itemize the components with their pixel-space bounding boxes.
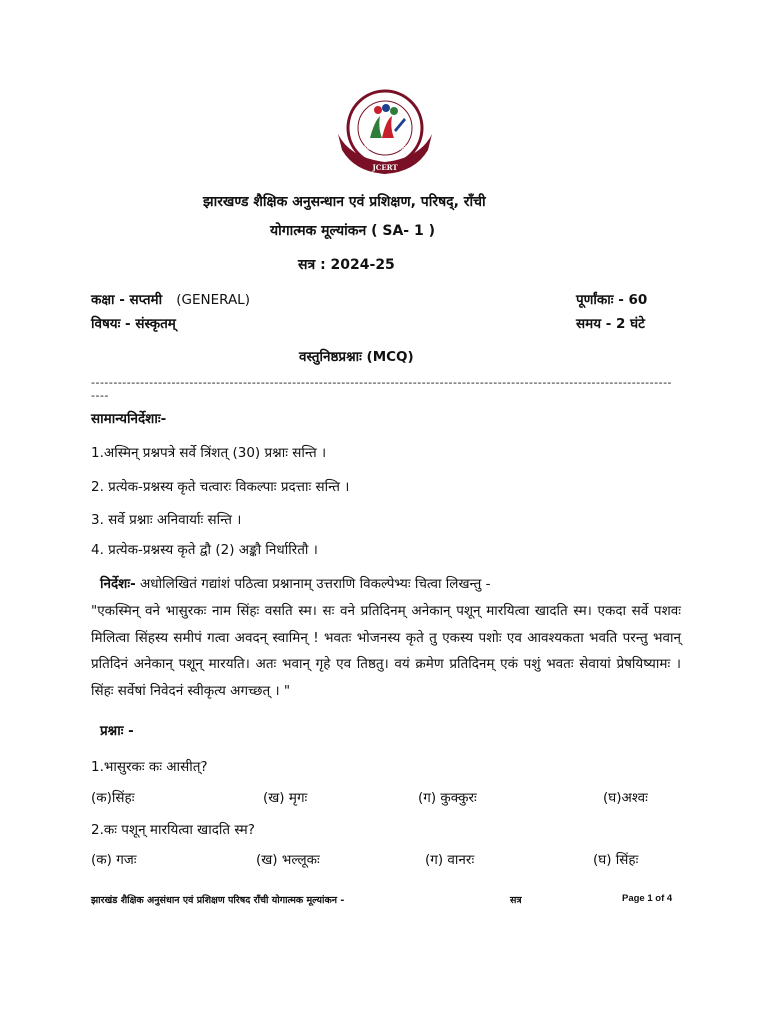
option: (घ) सिंहः <box>593 852 639 868</box>
instruction-item: 2. प्रत्येक-प्रश्नस्य कृते चत्वारः विकल्पाः प्रदत्ताः सन्ति । <box>91 479 350 495</box>
direction-text: अधोलिखितं गद्यांशं पठित्वा प्रश्नानाम् उत्तराणि विकल्पेभ्यः चित्वा लिखन्तु - <box>135 576 491 592</box>
instruction-item: 3. सर्वे प्रश्नाः अनिवार्याः सन्ति । <box>91 512 242 528</box>
time-allowed: समय - 2 घंटे <box>576 316 645 332</box>
section-title: वस्तुनिष्ठप्रश्नाः (MCQ) <box>299 349 414 365</box>
exam-title: योगात्मक मूल्यांकन ( SA- 1 ) <box>270 223 435 239</box>
instructions-heading: सामान्यनिर्देशाः- <box>91 411 167 427</box>
class-label: कक्षा - सप्तमी (GENERAL) <box>91 292 250 308</box>
option: (क) गजः <box>91 852 137 868</box>
direction-label: निर्देशः- <box>100 576 136 592</box>
instruction-item: 1.अस्मिन् प्रश्नपत्रे सर्वे त्रिंशत् (30) प्रश्नाः सन्ति । <box>91 445 327 461</box>
option: (क)सिंहः <box>91 790 135 806</box>
subject: विषयः - संस्कृतम् <box>91 316 176 332</box>
option: (ख) मृगः <box>263 790 308 806</box>
full-marks: पूर्णांकाः - 60 <box>576 292 648 308</box>
passage: "एकस्मिन् वने भासुरकः नाम सिंहः वसति स्म। सः वने प्रतिदिनम् अनेकान् पशून् मारयित्वा खादति स्म। एकदा सर्वे पशवः मिलित्वा सिंहस्य समीपं गत्वा अवदन् स्वामिन् ! भवतः भोजनस्य कृते तु एकस्य पशोः एव आवश्यकता भवति परन्तु भवान् प्रतिदिनं अनेकान् पशून् मारयति। अतः भवान् गृहे एव तिष्ठतु। वयं क्रमेण प्रतिदिनम् एकं पशुं भवतः सेवायां प्रेषयिष्यामः । सिंहः सर्वेषां निवेदनं स्वीकृत्य अगच्छत् । " <box>91 603 681 699</box>
divider-line: -------------------------------------------------------------------------------------------------------------------------------------- <box>91 376 673 402</box>
page-number: Page 1 of 4 <box>622 893 673 904</box>
jcert-logo <box>330 88 440 178</box>
option: (ख) भल्लूकः <box>256 852 320 868</box>
logo-abbr: JCERT <box>372 163 398 172</box>
direction <box>100 572 491 597</box>
session: सत्र : 2024-25 <box>298 257 395 273</box>
class-stream: (GENERAL) <box>176 292 250 308</box>
question-text: 2.कः पशून् मारयित्वा खादति स्म? <box>91 822 255 838</box>
option: (ग) कुक्कुरः <box>418 790 477 806</box>
option: (घ)अश्वः <box>603 790 648 806</box>
logo-motto: मानवीयता ज्ञान सत्कर्म <box>356 144 414 152</box>
question-text: 1.भासुरकः कः आसीत्? <box>91 759 208 775</box>
option: (ग) वानरः <box>425 852 475 868</box>
footer-center: सत्र <box>510 895 522 906</box>
instruction-item: 4. प्रत्येक-प्रश्नस्य कृते द्वौ (2) अङ्कौ निर्धारितौ । <box>91 542 318 558</box>
questions-heading: प्रश्नाः - <box>100 723 134 739</box>
footer-left: झारखंड शैक्षिक अनुसंधान एवं प्रशिक्षण परिषद राँची योगात्मक मूल्यांकन - <box>91 895 345 906</box>
jcert-emblem-icon <box>330 88 440 178</box>
institute-name: झारखण्ड शैक्षिक अनुसन्धान एवं प्रशिक्षण, परिषद्, राँची <box>203 194 486 210</box>
